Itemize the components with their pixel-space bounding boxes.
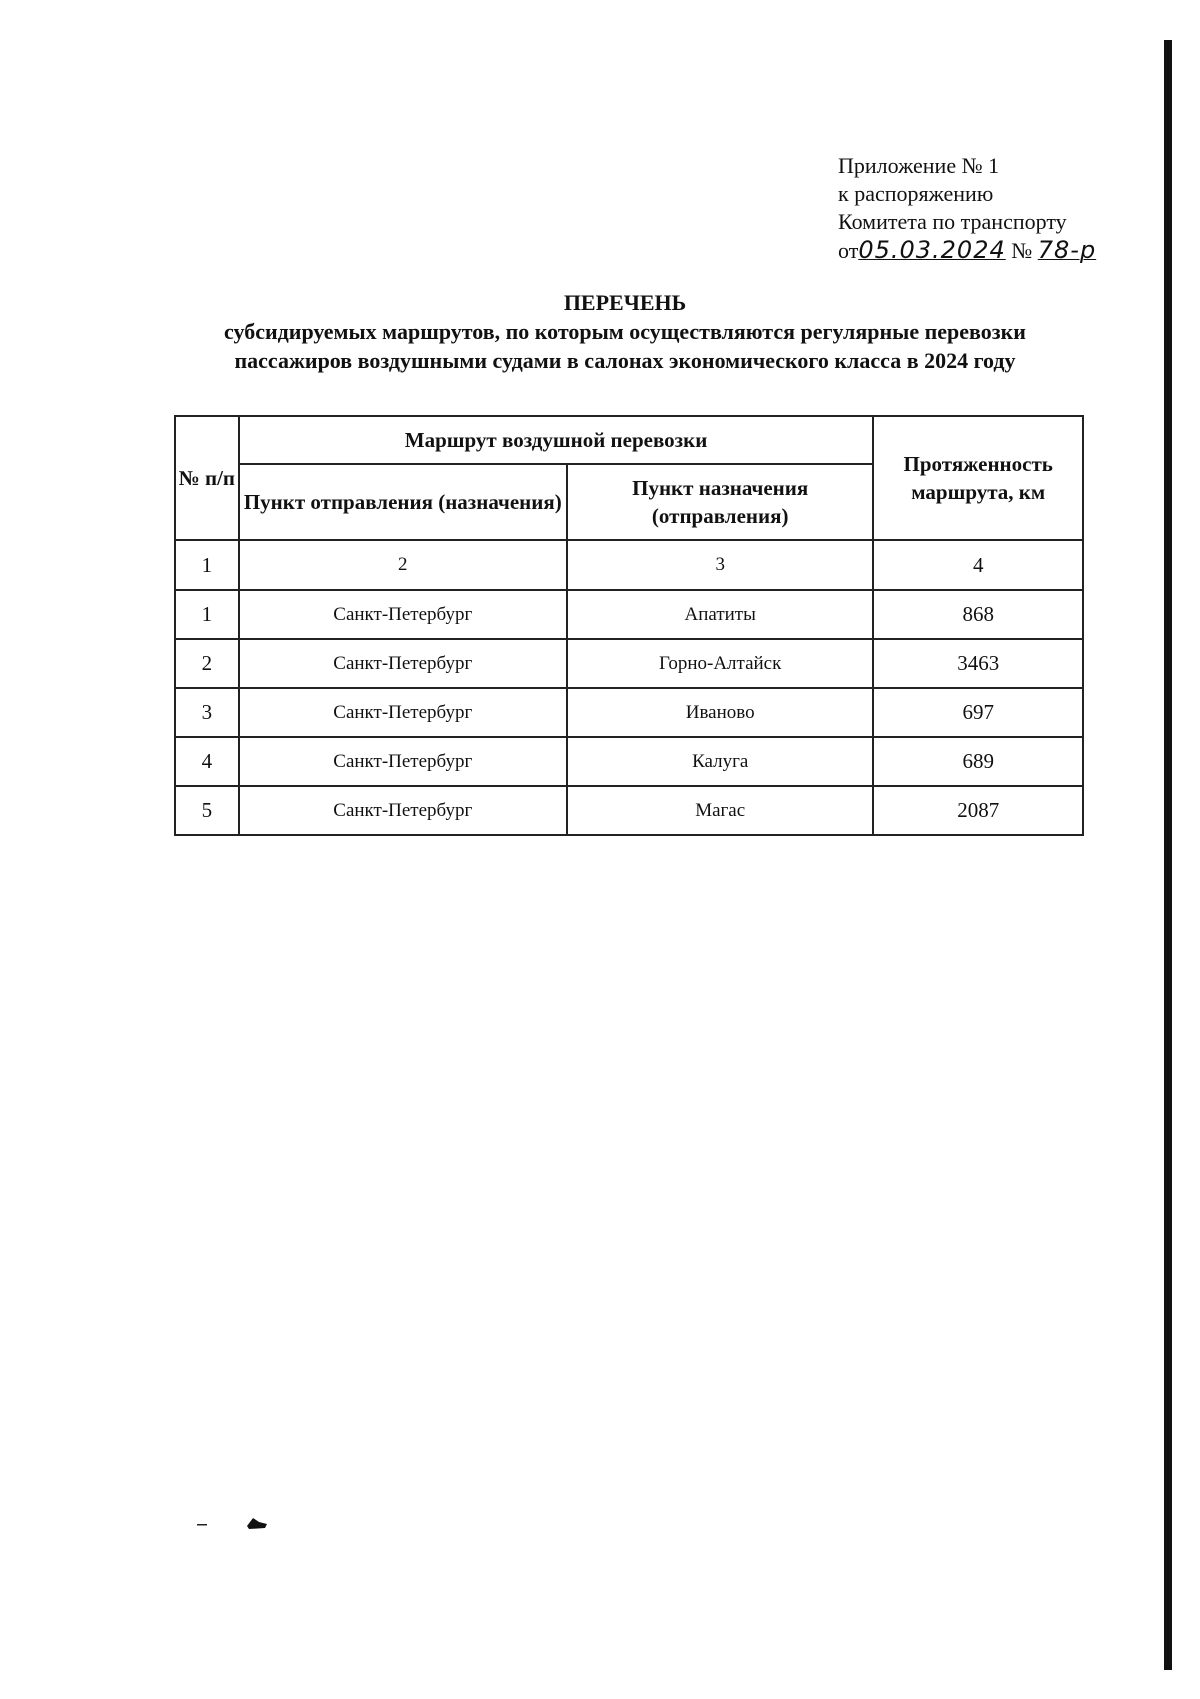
number-prefix: № — [1011, 238, 1033, 263]
distance-cell: 3463 — [873, 639, 1083, 688]
header-num: № п/п — [175, 416, 239, 540]
row-num-cell: 3 — [175, 688, 239, 737]
table-row — [175, 639, 1083, 688]
header-distance: Протяженность маршрута, км — [873, 416, 1083, 540]
header-departure: Пункт отправления (назначения) — [239, 464, 567, 540]
document-title: ПЕРЕЧЕНЬ — [563, 290, 687, 315]
appendix-line-2: к распоряжению — [838, 181, 994, 206]
departure-cell: Санкт-Петербург — [239, 786, 567, 835]
distance-cell: 697 — [873, 688, 1083, 737]
column-number-cell: 4 — [873, 540, 1083, 590]
distance-cell: 689 — [873, 737, 1083, 786]
table-row — [175, 786, 1083, 835]
row-num-cell: 1 — [175, 590, 239, 639]
scan-specks — [195, 1512, 275, 1532]
header-arrival: Пункт назначения (отправления) — [567, 464, 874, 540]
document-title-block — [130, 288, 1120, 375]
arrival-cell: Горно-Алтайск — [567, 639, 874, 688]
scan-edge-bar — [1164, 40, 1172, 1670]
header-route: Маршрут воздушной перевозки — [239, 416, 874, 464]
row-num-cell: 5 — [175, 786, 239, 835]
arrival-cell: Иваново — [567, 688, 874, 737]
appendix-line-3: Комитета по транспорту — [838, 209, 1067, 234]
column-number-row — [175, 540, 1083, 590]
appendix-block — [838, 152, 1096, 265]
header-row-top — [175, 416, 1083, 464]
arrival-cell: Апатиты — [567, 590, 874, 639]
distance-cell: 2087 — [873, 786, 1083, 835]
table-row — [175, 737, 1083, 786]
appendix-line-1: Приложение № 1 — [838, 153, 1000, 178]
column-number-cell: 2 — [239, 540, 567, 590]
handwritten-date: 05.03.2024 — [858, 236, 1006, 264]
arrival-cell: Магас — [567, 786, 874, 835]
row-num-cell: 4 — [175, 737, 239, 786]
handwritten-number: 78-р — [1037, 236, 1097, 264]
column-number-cell: 3 — [567, 540, 874, 590]
departure-cell: Санкт-Петербург — [239, 639, 567, 688]
row-num-cell: 2 — [175, 639, 239, 688]
appendix-date-line — [838, 236, 1096, 265]
table-row — [175, 688, 1083, 737]
document-subtitle-line-1: субсидируемых маршрутов, по которым осуществляются регулярные перевозки — [224, 319, 1026, 344]
departure-cell: Санкт-Петербург — [239, 688, 567, 737]
column-number-cell: 1 — [175, 540, 239, 590]
arrival-cell: Калуга — [567, 737, 874, 786]
document-subtitle-line-2: пассажиров воздушными судами в салонах экономического класса в 2024 году — [234, 348, 1016, 373]
departure-cell: Санкт-Петербург — [239, 590, 567, 639]
routes-table — [174, 415, 1084, 836]
distance-cell: 868 — [873, 590, 1083, 639]
date-prefix: от — [838, 238, 859, 263]
departure-cell: Санкт-Петербург — [239, 737, 567, 786]
table-row — [175, 590, 1083, 639]
